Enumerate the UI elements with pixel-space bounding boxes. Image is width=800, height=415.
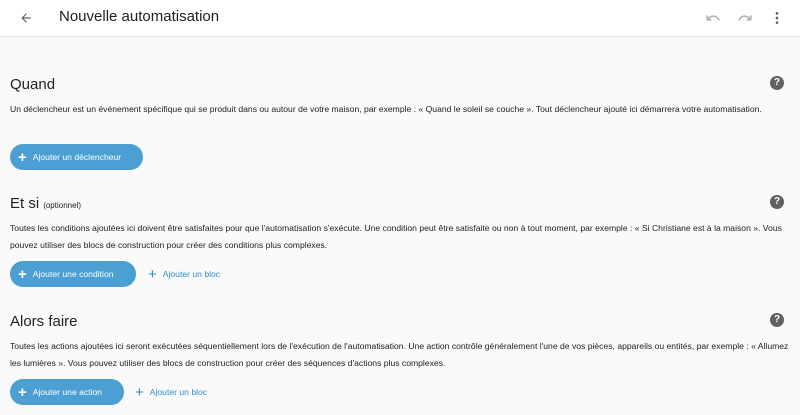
condition-heading-text: Et si (10, 195, 40, 212)
add-condition-label: Ajouter une condition (32, 269, 114, 279)
add-action-label: Ajouter une action (32, 387, 103, 397)
redo-button[interactable] (735, 8, 755, 28)
back-button[interactable] (16, 8, 36, 28)
action-help-icon[interactable]: ? (770, 313, 784, 327)
action-heading (10, 313, 792, 331)
plus-icon: + (18, 148, 27, 166)
add-condition-button[interactable] (10, 261, 136, 287)
top-app-bar (0, 0, 800, 37)
trigger-heading (10, 76, 792, 94)
action-section (10, 313, 792, 413)
trigger-help-icon[interactable]: ? (770, 76, 784, 90)
add-condition-block-label: Ajouter un bloc (162, 269, 221, 279)
trigger-section (10, 76, 792, 176)
plus-icon: + (148, 265, 157, 283)
condition-heading (10, 195, 792, 215)
add-condition-block-button[interactable] (148, 261, 220, 287)
add-action-block-label: Ajouter un bloc (149, 387, 208, 397)
undo-icon (705, 10, 721, 26)
trigger-heading-text: Quand (10, 76, 56, 93)
plus-icon: + (18, 265, 27, 283)
add-action-button[interactable] (10, 379, 124, 405)
condition-help-icon[interactable]: ? (770, 195, 784, 209)
plus-icon: + (135, 383, 144, 401)
trigger-description: Un déclencheur est un événement spécifique qui se produit dans ou autour de votre maison, par exemple : « Quand le soleil se couche ». Tout déclencheur ajouté ici démarrera votre automatisation. (10, 104, 762, 114)
add-action-block-button[interactable] (135, 379, 207, 405)
condition-section (10, 195, 792, 295)
page-title: Nouvelle automatisation (59, 8, 220, 25)
arrow-left-icon (19, 11, 33, 25)
more-vertical-icon (769, 10, 785, 26)
action-heading-text: Alors faire (10, 313, 78, 330)
plus-icon: + (18, 383, 27, 401)
optional-label: (optionnel) (43, 201, 81, 210)
action-description: Toutes les actions ajoutées ici seront exécutées séquentiellement lors de l'exécution de l'automatisation. Une action contrôle généralement l'une de vos pièces, appareils ou entités, par exemple : « Allumez les lumières ». Vous pouvez utiliser des blocs de construction pour créer des séquences d'actions plus complexes. (10, 341, 789, 368)
add-trigger-label: Ajouter un déclencheur (32, 152, 122, 162)
more-options-button[interactable] (767, 8, 787, 28)
redo-icon (737, 10, 753, 26)
add-trigger-button[interactable] (10, 144, 143, 170)
condition-description: Toutes les conditions ajoutées ici doivent être satisfaites pour que l'automatisation s'exécute. Une condition peut être satisfaite ou non à tout moment, par exemple : « Si Christiane est à la maison ». Vous pouvez utiliser des blocs de construction pour créer des conditions plus complexes. (10, 223, 782, 250)
undo-button[interactable] (703, 8, 723, 28)
